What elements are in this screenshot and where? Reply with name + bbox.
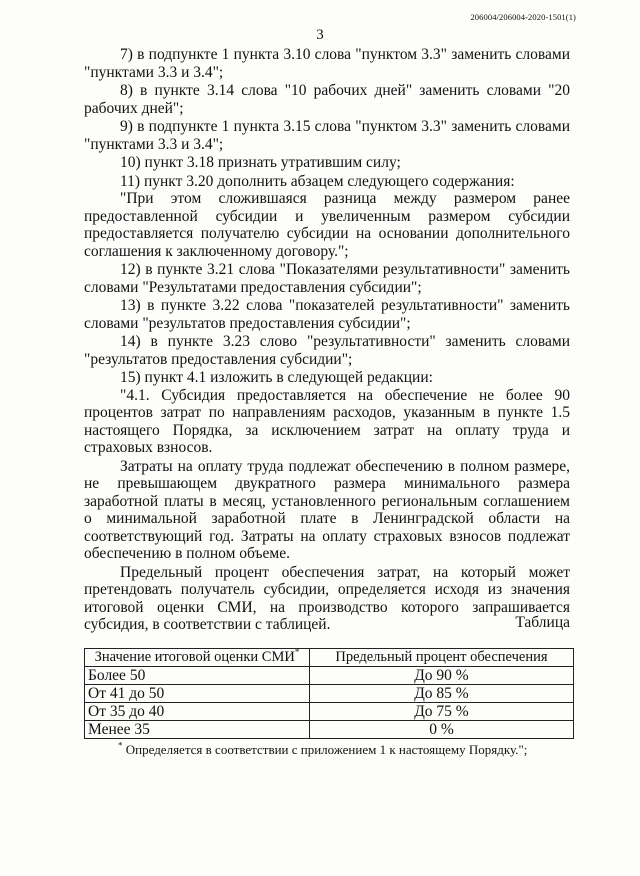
subsidy-rate-table [84, 648, 574, 739]
footnote-mark: * [294, 647, 300, 658]
paragraph-quoted-addition: "При этом сложившаяся разница между размером ранее предоставленной субсидии и увеличенным размером субсидии предоставляется получателю субсидии на основании дополнительного соглашения к заключенному договору."; [84, 190, 570, 260]
paragraph-labor-costs: Затраты на оплату труда подлежат обеспечению в полном размере, не превышающем двукратного размера минимального размера заработной платы в месяц, установленного региональным соглашением о минимальной заработной плате в Ленинградской области на соответствующий год. Затраты на оплату страховых взносов подлежат обеспечению в полном объеме. [84, 457, 570, 562]
table-row [85, 667, 574, 685]
score-cell: Более 50 [85, 667, 310, 685]
paragraph-item-10: 10) пункт 3.18 признать утратившим силу; [120, 154, 401, 171]
table-row [85, 703, 574, 721]
table-label: Таблица [515, 614, 570, 631]
percent-cell: 0 % [309, 721, 573, 739]
column-header-percent: Предельный процент обеспечения [309, 649, 573, 667]
paragraph-clause-4-1: "4.1. Субсидия предоставляется на обеспечение не более 90 процентов затрат по направлениям расходов, указанным в пункте 1.5 настоящего Порядка, за исключением затрат на оплату труда и страховых взносов. [84, 386, 570, 456]
percent-cell: До 85 % [309, 685, 573, 703]
document-id: 206004/206004-2020-1501(1) [470, 12, 576, 22]
column-header-score: Значение итоговой оценки СМИ* [85, 649, 310, 667]
paragraph-item-15: 15) пункт 4.1 изложить в следующей редакции: [120, 369, 433, 386]
paragraph-item-12: 12) в пункте 3.21 слова "Показателями результативности" заменить словами "Результатами предоставления субсидии"; [84, 261, 570, 296]
footnote-text: Определяется в соответствии с приложением 1 к настоящему Порядку."; [122, 742, 528, 757]
table-row [85, 685, 574, 703]
paragraph-item-13: 13) в пункте 3.22 слова "показателей результативности" заменить словами "результатов предоставления субсидии"; [84, 297, 570, 332]
paragraph-item-11: 11) пункт 3.20 дополнить абзацем следующего содержания: [120, 172, 515, 190]
document-body [84, 46, 570, 634]
paragraph-max-percent: Предельный процент обеспечения затрат, на который может претендовать получатель субсидии, определяется исходя из значения итоговой оценки СМИ, на производство которого запрашивается субсидия, в соответствии с таблицей. [84, 563, 570, 633]
table-header-row [85, 649, 574, 667]
score-cell: От 35 до 40 [85, 703, 310, 721]
paragraph-item-8: 8) в пункте 3.14 слова "10 рабочих дней" заменить словами "20 рабочих дней"; [84, 82, 570, 117]
percent-cell: До 90 % [309, 667, 573, 685]
paragraph-item-9: 9) в подпункте 1 пункта 3.15 слова "пунктом 3.3" заменить словами "пунктами 3.3 и 3.4"; [84, 118, 570, 153]
score-cell: Менее 35 [85, 721, 310, 739]
table-footnote [118, 742, 527, 758]
paragraph-item-14: 14) в пункте 3.23 слово "результативности" заменить словами "результатов предоставления субсидии"; [84, 333, 570, 368]
score-cell: От 41 до 50 [85, 685, 310, 703]
table-row [85, 721, 574, 739]
footnote-mark: * [118, 740, 123, 751]
page-number: 3 [316, 27, 324, 43]
paragraph-item-7: 7) в подпункте 1 пункта 3.10 слова "пунктом 3.3" заменить словами "пунктами 3.3 и 3.4"; [84, 46, 570, 81]
percent-cell: До 75 % [309, 703, 573, 721]
